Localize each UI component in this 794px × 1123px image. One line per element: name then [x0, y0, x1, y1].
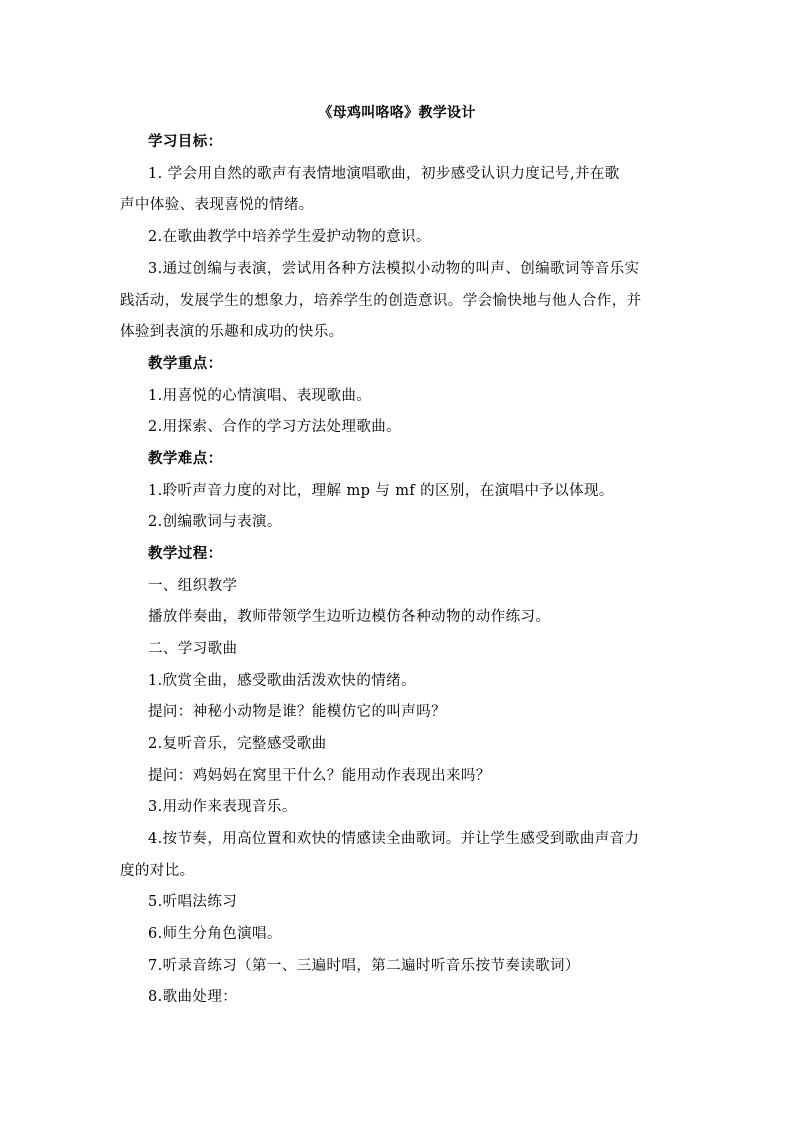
- paragraph-line: 播放伴奏曲，教师带领学生边听边模仿各种动物的动作练习。: [148, 609, 551, 625]
- paragraph-line: 3.用动作来表现音乐。: [148, 799, 297, 815]
- paragraph-line: 2.复听音乐，完整感受歌曲: [148, 736, 327, 752]
- paragraph-line: 度的对比。: [120, 863, 195, 879]
- heading-learning-goals: 学习目标：: [148, 133, 223, 150]
- paragraph-line: 声中体验、表现喜悦的情绪。: [120, 197, 314, 213]
- paragraph-line: 提问：神秘小动物是谁？能模仿它的叫声吗？: [148, 704, 446, 720]
- paragraph-line: 8.歌曲处理：: [148, 989, 238, 1005]
- paragraph-line: 践活动，发展学生的想象力，培养学生的创造意识。学会愉快地与他人合作，并: [120, 293, 642, 309]
- heading-key-points: 教学重点：: [148, 355, 223, 372]
- section-heading: 一、组织教学: [148, 578, 238, 594]
- paragraph-line: 4.按节奏，用高位置和欢快的情感读全曲歌词。并让学生感受到歌曲声音力: [148, 831, 640, 847]
- heading-process: 教学过程：: [148, 545, 223, 562]
- paragraph-line: 体验到表演的乐趣和成功的快乐。: [120, 324, 344, 340]
- paragraph-line: 提问：鸡妈妈在窝里干什么？能用动作表现出来吗？: [148, 768, 491, 784]
- paragraph-line: 2.创编歌词与表演。: [148, 514, 282, 530]
- paragraph-line: 2.用探索、合作的学习方法处理歌曲。: [148, 419, 402, 435]
- paragraph-line: 3.通过创编与表演，尝试用各种方法模拟小动物的叫声、创编歌词等音乐实: [148, 261, 640, 277]
- paragraph-line: 6.师生分角色演唱。: [148, 926, 282, 942]
- paragraph-line: 7.听录音练习（第一、三遍时唱，第二遍时听音乐按节奏读歌词）: [148, 958, 580, 974]
- heading-difficulties: 教学难点：: [148, 450, 223, 467]
- document-title: 《母鸡叫咯咯》教学设计: [318, 105, 476, 121]
- section-heading: 二、学习歌曲: [148, 641, 238, 657]
- paragraph-line: 2.在歌曲教学中培养学生爱护动物的意识。: [148, 229, 431, 245]
- paragraph-line: 1. 学会用自然的歌声有表情地演唱歌曲，初步感受认识力度记号,并在歌: [148, 166, 620, 182]
- paragraph-line: 1.欣赏全曲，感受歌曲活泼欢快的情绪。: [148, 673, 416, 689]
- paragraph-line: 5.听唱法练习: [148, 894, 238, 910]
- paragraph-line: 1.聆听声音力度的对比，理解 mp 与 mf 的区别，在演唱中予以体现。: [148, 483, 614, 499]
- paragraph-line: 1.用喜悦的心情演唱、表现歌曲。: [148, 388, 372, 404]
